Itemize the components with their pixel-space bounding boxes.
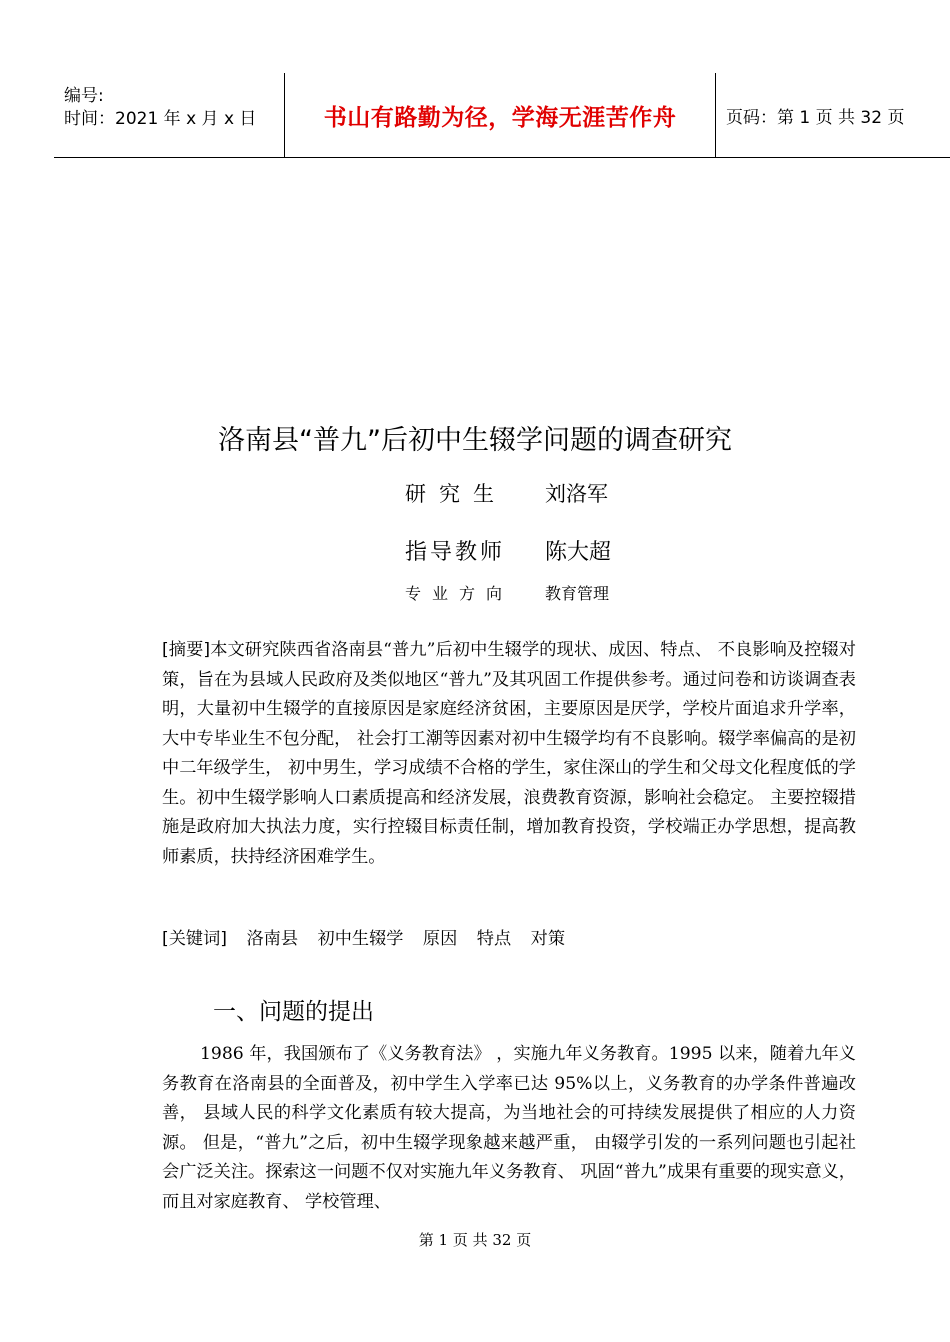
header-page-cell [716,73,950,157]
abstract-tag: [摘要] [162,640,211,660]
keywords-line [162,924,565,949]
keyword: 特点 [476,929,512,949]
motto-text: 书山有路勤为径，学海无涯苦作舟 [323,104,677,131]
page-label: 页码：第 1 页 共 32 页 [726,107,905,128]
major-row [405,581,609,604]
advisor-row [405,535,611,566]
abstract-text: 本文研究陕西省洛南县“普九”后初中生辍学的现状、成因、特点、 不良影响及控辍对策，旨在为县域人民政府及类似地区“普九”及其巩固工作提供参考。通过问卷和访谈调查表明，大量初中生辍学的直接原因是家庭经济贫困，主要原因是厌学，学校片面追求升学率，大中专毕业生不包分配， 社会打工潮等因素对初中生辍学均有不良影响。辍学率偏高的是初中二年级学生， 初中男生，学习成绩不合格的学生，家住深山的学生和父母文化程度低的学生。初中生辍学影响人口素质提高和经济发展，浪费教育资源，影响社会稳定。 主要控辍措施是政府加大执法力度，实行控辍目标责任制，增加教育投资，学校端正办学思想，提高教师素质，扶持经济困难学生。 [162,640,856,867]
advisor-name: 陈大超 [545,540,612,565]
body-paragraph: 1986 年，我国颁布了《义务教育法》 ，实施九年义务教育。1995 以来，随着九年义务教育在洛南县的全面普及，初中学生入学率已达 95%以上，义务教育的办学条件普遍改善， 县域人民的科学文化素质有较大提高，为当地社会的可持续发展提供了相应的人力资源。 但是，“普九”之后，初中生辍学现象越来越严重， 由辍学引发的一系列问题也引起社会广泛关注。探索这一问题不仅对实施九年义务教育、 巩固“普九”成果有重要的现实意义，而且对家庭教育、 学校管理、 [162,1044,856,1212]
keyword: 洛南县 [246,929,299,949]
document-title: 洛南县“普九”后初中生辍学问题的调查研究 [218,425,732,456]
graduate-row [405,478,608,508]
page-header [54,73,950,158]
major-label: 专业方向 [405,584,514,603]
header-meta-cell [54,73,285,157]
advisor-label: 指导教师 [405,540,506,565]
header-motto-cell [285,73,716,157]
major-value: 教育管理 [545,584,610,603]
keywords-tag: [关键词] [162,929,227,949]
page-footer: 第 1 页 共 32 页 [418,1231,532,1249]
abstract-paragraph [162,636,856,872]
graduate-name: 刘洛军 [545,482,608,506]
keyword: 对策 [530,929,566,949]
keyword: 原因 [422,929,458,949]
graduate-label: 研究生 [405,482,507,506]
time-label: 时间：2021 年 x 月 x 日 [64,109,257,129]
keyword: 初中生辍学 [317,929,404,949]
number-label: 编号: [64,86,104,106]
section-heading: 一、问题的提出 [213,999,374,1025]
